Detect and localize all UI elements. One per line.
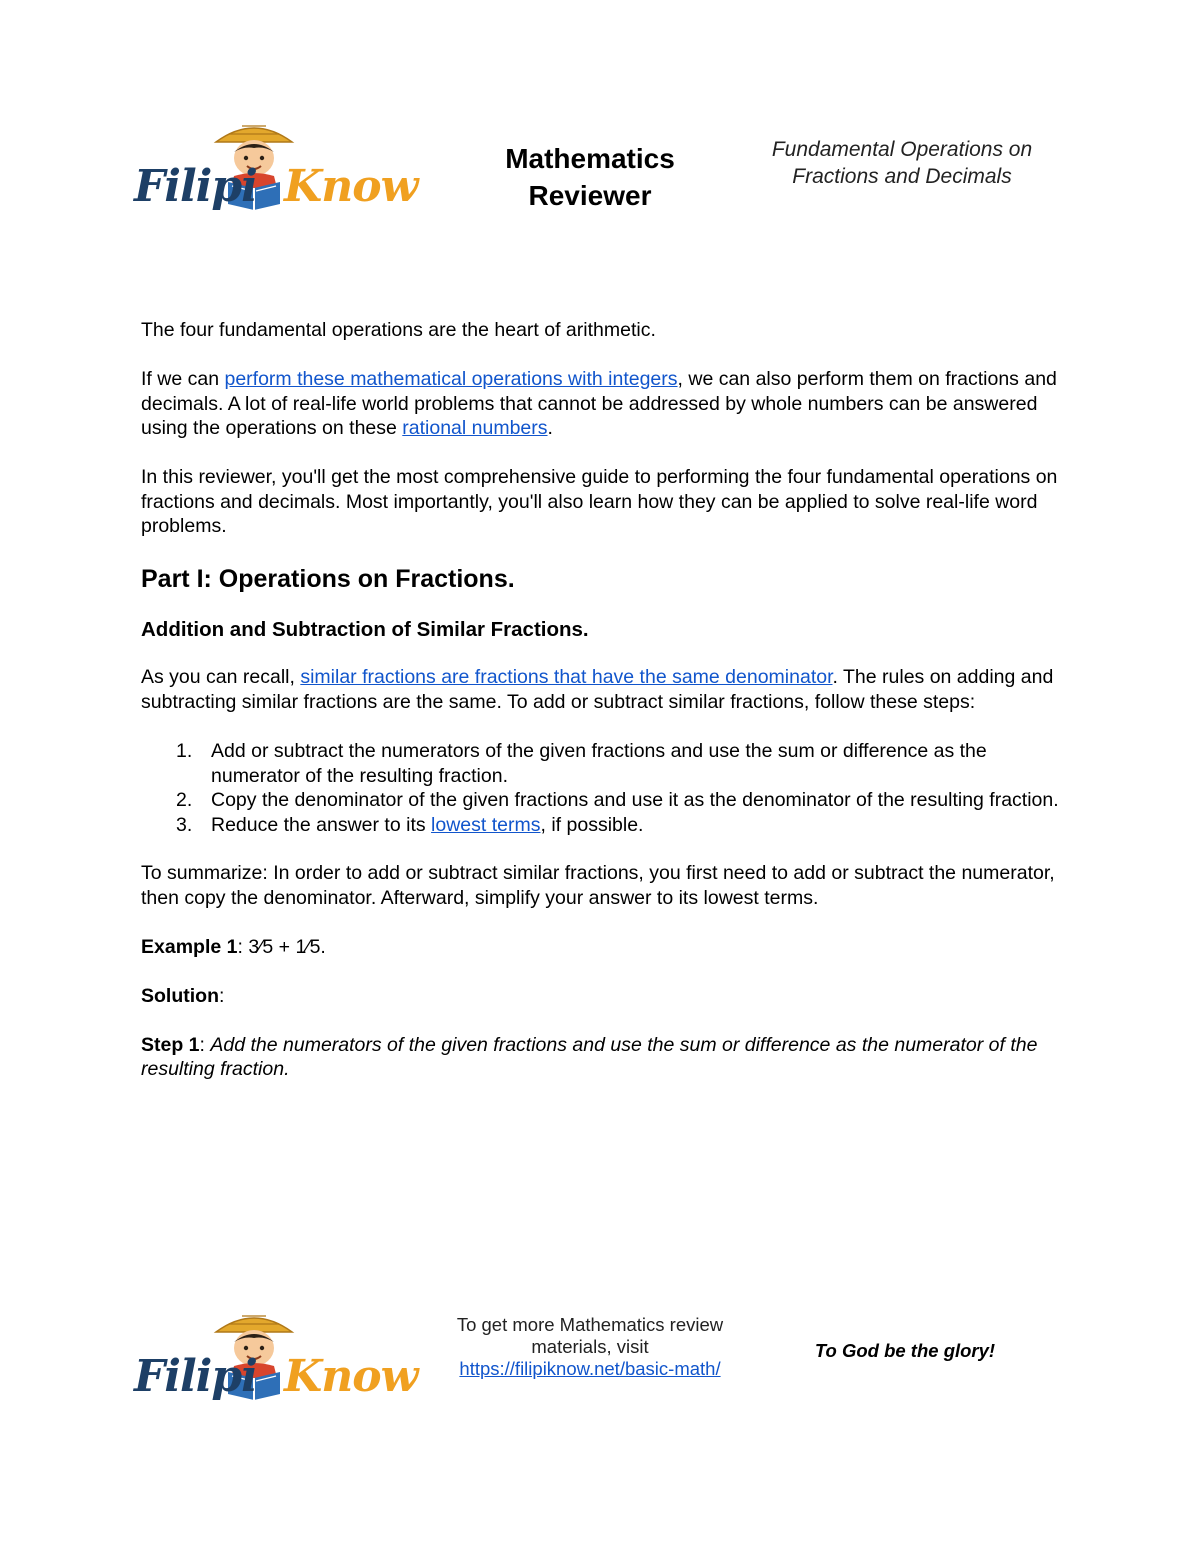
list-item [141,788,1066,813]
similar-fractions-paragraph [141,665,1066,714]
list-item-number: 2. [176,789,193,812]
list-item-number: 3. [176,813,193,836]
list-item-text-pre: Reduce the answer to its [211,813,432,836]
footer-line-2: materials, visit [531,1336,649,1357]
list-item-number: 1. [176,739,193,762]
part1-heading: Part I: Operations on Fractions. [141,565,515,594]
filipiknow-logo [134,120,418,220]
title-line-1: Mathematics [505,143,675,174]
intro-paragraph: The four fundamental operations are the heart of arithmetic. [141,319,656,341]
step-1-separator: : [199,1033,211,1056]
logo-text-filipi: Filipi [134,161,257,212]
page-subtitle [742,136,1062,190]
para2-text-pre: If we can [141,367,225,390]
example-label: Example 1 [141,935,238,958]
page-title [470,140,710,214]
similar-fractions-link[interactable]: similar fractions are fractions that have the same denominator [300,666,833,689]
integers-operations-link[interactable]: perform these mathematical operations with integers [224,367,678,390]
para4-text-pre: As you can recall, [141,666,301,689]
steps-list [141,739,1066,837]
footer-motto: To God be the glory! [814,1340,996,1361]
solution-label: Solution [141,984,219,1007]
list-item-text: Copy the denominator of the given fractions and use it as the denominator of the resulting fraction. [211,789,1059,812]
logo-text-filipi: Filipi [134,1351,257,1402]
subtitle-line-1: Fundamental Operations on [771,138,1033,161]
step-1-text: Add the numerators of the given fractions and use the sum or difference as the numerator of the resulting fraction. [141,1033,1038,1081]
integers-paragraph [141,367,1066,441]
subtitle-line-2: Fractions and Decimals [792,165,1012,188]
para2-text-mid: , we can also perform them on fractions and decimals. A lot of real-life world problems that cannot be addressed by whole numbers can be answered using the operations on these [141,367,1057,440]
step-1-label: Step 1 [141,1033,200,1056]
document-body [141,318,1066,1106]
example-1 [141,935,1066,960]
similar-fractions-heading: Addition and Subtraction of Similar Fractions. [141,618,589,642]
summary-paragraph: To summarize: In order to add or subtract similar fractions, you first need to add or subtract the numerator, then copy the denominator. Afterward, simplify your answer to its lowest terms. [141,862,1055,909]
footer-line-1: To get more Mathematics review [456,1314,724,1335]
lowest-terms-link[interactable]: lowest terms [431,813,541,836]
footer-more-materials [440,1314,740,1380]
reviewer-overview-paragraph: In this reviewer, you'll get the most comprehensive guide to performing the four fundamental operations on fractions and decimals. Most importantly, you'll also learn how they can be applied to solve real-life word problems. [141,466,1058,538]
para4-text-post: . The rules on adding and subtracting similar fractions are the same. To add or subtract similar fractions, follow these steps: [141,666,1054,713]
logo-text-know: Know [284,1351,418,1402]
title-line-2: Reviewer [528,180,652,211]
step-1-line [141,1033,1066,1082]
list-item [141,739,1066,788]
page-footer [0,1310,1200,1420]
basic-math-link[interactable]: https://filipiknow.net/basic-math/ [459,1358,721,1379]
example-text: : 3⁄5 + 1⁄5. [237,935,326,958]
list-item-text-post: , if possible. [540,813,644,836]
filipiknow-footer-logo [134,1310,418,1410]
solution-colon: : [218,984,225,1007]
rational-numbers-link[interactable]: rational numbers [402,417,548,440]
logo-text-know: Know [284,161,418,212]
page-header [0,120,1200,240]
para2-text-post: . [547,417,553,440]
list-item-text: Add or subtract the numerators of the given fractions and use the sum or difference as the numerator of the resulting fraction. [211,739,987,787]
list-item [141,813,1066,838]
solution-line [141,984,1066,1009]
